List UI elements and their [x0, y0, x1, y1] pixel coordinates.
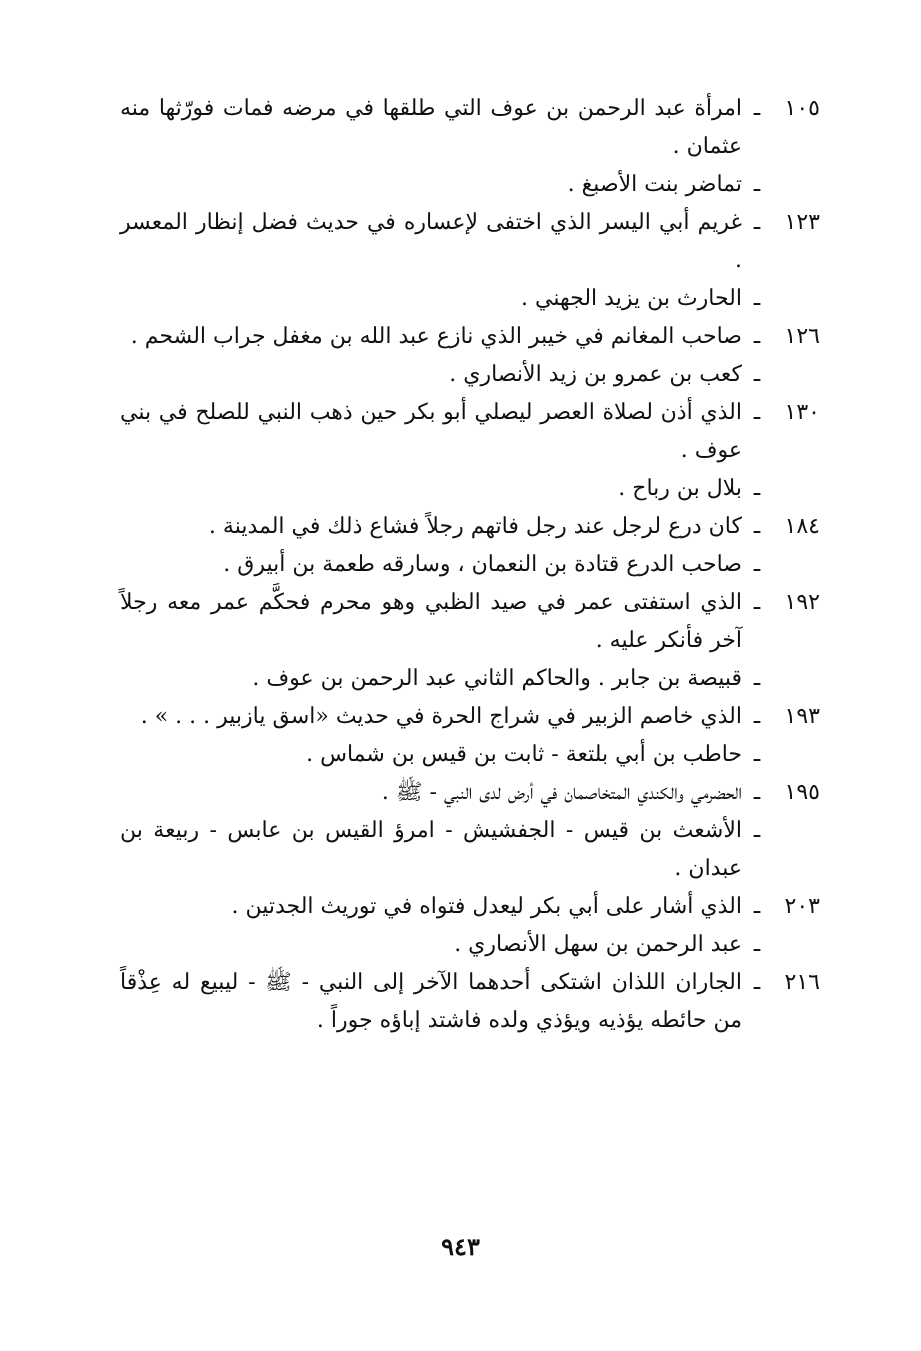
entries-list	[120, 90, 820, 1040]
list-item	[120, 318, 820, 356]
list-item	[120, 166, 820, 204]
list-item	[120, 660, 820, 698]
list-item	[120, 698, 820, 736]
entry-text: غريم أبي اليسر الذي اختفى لإعساره في حديث فضل إنظار المعسر .	[120, 210, 742, 273]
entry-text: الحارث بن يزيد الجهني .	[521, 286, 742, 311]
entry-dash: ـ	[753, 742, 761, 767]
entry-dash: ـ	[753, 666, 761, 691]
entry-text: كان درع لرجل عند رجل فاتهم رجلاً فشاع ذلك في المدينة .	[208, 514, 742, 539]
entry-dash: ـ	[753, 970, 761, 995]
entry-text: الذي أشار على أبي بكر ليعدل فتواه في توريث الجدتين .	[231, 894, 742, 919]
entry-number: ١٨٤	[784, 514, 820, 539]
entry-text: عبد الرحمن بن سهل الأنصاري .	[454, 932, 742, 957]
entry-text: كعب بن عمرو بن زيد الأنصاري .	[449, 362, 742, 387]
entry-dash: ـ	[753, 96, 761, 121]
list-item	[120, 546, 820, 584]
entry-text: قبيصة بن جابر . والحاكم الثاني عبد الرحمن بن عوف .	[252, 666, 742, 691]
entry-dash: ـ	[753, 932, 761, 957]
entry-dash: ـ	[753, 286, 761, 311]
entry-dash: ـ	[753, 476, 761, 501]
entry-dash: ـ	[753, 400, 761, 425]
list-item	[120, 470, 820, 508]
entry-text: حاطب بن أبي بلتعة - ثابت بن قيس بن شماس .	[306, 742, 742, 767]
list-item	[120, 356, 820, 394]
entry-number: ١٩٥	[784, 780, 820, 805]
list-item	[120, 584, 820, 660]
entry-text: بلال بن رباح .	[618, 476, 742, 501]
entry-text: الأشعث بن قيس - الجفشيش - امرؤ القيس بن عابس - ربيعة بن عبدان .	[120, 818, 742, 881]
entry-number: ١٩٢	[784, 590, 820, 615]
list-item	[120, 888, 820, 926]
entry-number: ١٢٣	[784, 210, 820, 235]
entry-dash: ـ	[753, 324, 761, 349]
entry-dash: ـ	[753, 514, 761, 539]
entry-text: الذي استفتى عمر في صيد الظبي وهو محرم فحكَّم عمر معه رجلاً آخر فأنكر عليه .	[120, 590, 742, 653]
entry-dash: ـ	[753, 590, 761, 615]
entry-dash: ـ	[753, 362, 761, 387]
list-item	[120, 926, 820, 964]
entry-number: ٢٠٣	[784, 894, 820, 919]
list-item	[120, 812, 820, 888]
entry-dash: ـ	[753, 894, 761, 919]
entry-dash: ـ	[753, 818, 761, 843]
entry-text: الذي خاصم الزبير في شراج الحرة في حديث «اسق يازبير . . . » .	[140, 704, 742, 729]
entry-dash: ـ	[753, 552, 761, 577]
list-item	[120, 964, 820, 1040]
list-item	[120, 394, 820, 470]
list-item	[120, 736, 820, 774]
list-item	[120, 204, 820, 280]
entry-text: الذي أذن لصلاة العصر ليصلي أبو بكر حين ذهب النبي للصلح في بني عوف .	[120, 400, 742, 463]
entry-text: صاحب الدرع قتادة بن النعمان ، وسارقه طعمة بن أبيرق .	[223, 552, 742, 577]
entry-dash: ـ	[753, 210, 761, 235]
list-item	[120, 280, 820, 318]
entry-number: ١٣٠	[784, 400, 820, 425]
entry-number: ١٠٥	[784, 96, 820, 121]
entry-dash: ـ	[753, 704, 761, 729]
page-number: ٩٤٣	[441, 1232, 480, 1261]
entry-number: ٢١٦	[784, 970, 820, 995]
entry-text: الحضرمي والكندي المتخاصمان في أرض لدى النبي - ﷺ .	[381, 780, 742, 805]
entry-text: تماضر بنت الأصبغ .	[567, 172, 742, 197]
list-item	[120, 774, 820, 812]
list-item	[120, 90, 820, 166]
entry-number: ١٢٦	[784, 324, 820, 349]
entry-dash: ـ	[753, 780, 761, 805]
entry-text: الجاران اللذان اشتكى أحدهما الآخر إلى النبي - ﷺ - ليبيع له عِذْقاً من حائطه يؤذيه ويؤذي ولده فاشتد إباؤه جوراً .	[120, 970, 742, 1033]
entry-dash: ـ	[753, 172, 761, 197]
list-item	[120, 508, 820, 546]
entry-text: صاحب المغانم في خيبر الذي نازع عبد الله بن مغفل جراب الشحم .	[130, 324, 742, 349]
entry-number: ١٩٣	[784, 704, 820, 729]
entry-text: امرأة عبد الرحمن بن عوف التي طلقها في مرضه فمات فورّثها منه عثمان .	[120, 96, 742, 159]
